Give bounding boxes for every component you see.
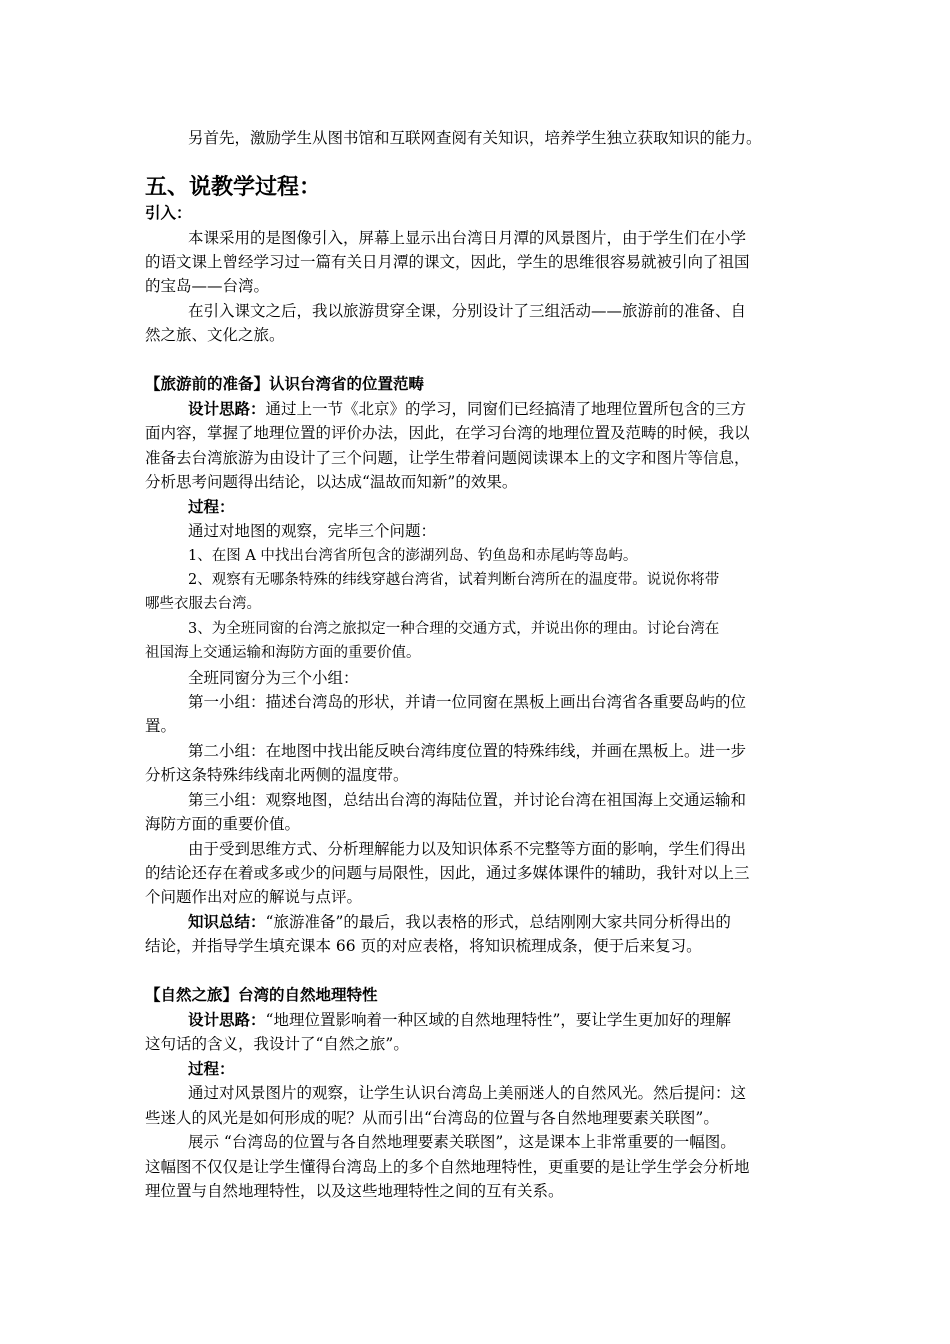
prep-design-line bbox=[188, 399, 746, 419]
nature-design-line: 这句话的含义，我设计了“自然之旅”。 bbox=[145, 1035, 409, 1053]
intro-paragraph-line: 的语文课上曾经学习过一篇有关日月潭的课文，因此，学生的思维很容易就被引向了祖国 bbox=[145, 253, 750, 271]
question-item: 祖国海上交通运输和海防方面的重要价值。 bbox=[145, 645, 421, 661]
intro-paragraph-line: 然之旅、文化之旅。 bbox=[145, 326, 285, 344]
nature-design-text: “地理位置影响着一种区域的自然地理特性”，要让学生更加好的理解 bbox=[265, 1011, 731, 1029]
intro-paragraph-line: 在引入课文之后，我以旅游贯穿全课，分别设计了三组活动——旅游前的准备、自 bbox=[188, 302, 747, 320]
prep-design-text: 通过上一节《北京》的学习，同窗们已经搞清了地理位置所包含的三方 bbox=[265, 400, 747, 418]
prep-design-line: 面内容，掌握了地理位置的评价办法，因此，在学习台湾的地理位置及范畴的时候，我以 bbox=[145, 424, 750, 442]
prep-process-intro: 通过对地图的观察，完毕三个问题： bbox=[188, 522, 437, 540]
group-item: 第一小组：描述台湾岛的形状，并请一位同窗在黑板上画出台湾省各重要岛屿的位 bbox=[188, 693, 747, 711]
intro-tail-paragraph: 另首先，激励学生从图书馆和互联网查阅有关知识，培养学生独立获取知识的能力。 bbox=[188, 129, 762, 147]
group-item: 置。 bbox=[145, 717, 177, 735]
question-item: 3、为全班同窗的台湾之旅拟定一种合理的交通方式，并说出你的理由。讨论台湾在 bbox=[188, 621, 720, 637]
nature-paragraph-line: 理位置与自然地理特性，以及这些地理特性之间的互有关系。 bbox=[145, 1182, 564, 1200]
question-item: 哪些衣服去台湾。 bbox=[145, 596, 261, 612]
prep-section-title: 【旅游前的准备】认识台湾省的位置范畴 bbox=[145, 375, 425, 393]
nature-process-label: 过程： bbox=[188, 1060, 235, 1078]
question-item: 1、在图 A 中找出台湾省所包含的澎湖列岛、钓鱼岛和赤尾屿等岛屿。 bbox=[188, 548, 638, 564]
nature-paragraph-line: 通过对风景图片的观察，让学生认识台湾岛上美丽迷人的自然风光。然后提问：这 bbox=[188, 1084, 747, 1102]
intro-label: 引入： bbox=[145, 204, 192, 222]
prep-summary-line bbox=[188, 912, 731, 932]
nature-section-title: 【自然之旅】台湾的自然地理特性 bbox=[145, 986, 378, 1004]
groups-intro: 全班同窗分为三个小组： bbox=[188, 669, 359, 687]
prep-after-line: 个问题作出对应的解说与点评。 bbox=[145, 888, 363, 906]
question-item: 2、观察有无哪条特殊的纬线穿越台湾省，试着判断台湾所在的温度带。说说你将带 bbox=[188, 572, 720, 588]
prep-design-label: 设计思路： bbox=[188, 400, 266, 418]
group-item: 第二小组：在地图中找出能反映台湾纬度位置的特殊纬线，并画在黑板上。进一步 bbox=[188, 742, 747, 760]
prep-summary-text: “旅游准备”的最后，我以表格的形式，总结刚刚大家共同分析得出的 bbox=[265, 913, 731, 931]
group-item: 分析这条特殊纬线南北两侧的温度带。 bbox=[145, 766, 409, 784]
group-item: 海防方面的重要价值。 bbox=[145, 815, 301, 833]
group-item: 第三小组：观察地图，总结出台湾的海陆位置，并讨论台湾在祖国海上交通运输和 bbox=[188, 791, 747, 809]
nature-paragraph-line: 这幅图不仅仅是让学生懂得台湾岛上的多个自然地理特性，更重要的是让学生学会分析地 bbox=[145, 1158, 750, 1176]
nature-paragraph-line: 些迷人的风光是如何形成的呢？从而引出“台湾岛的位置与各自然地理要素关联图”。 bbox=[145, 1109, 719, 1127]
nature-design-label: 设计思路： bbox=[188, 1011, 266, 1029]
prep-design-line: 准备去台湾旅游为由设计了三个问题，让学生带着问题阅读课本上的文字和图片等信息， bbox=[145, 449, 750, 467]
nature-design-line bbox=[188, 1010, 731, 1030]
prep-design-line: 分析思考问题得出结论，以达成“温故而知新”的效果。 bbox=[145, 473, 518, 491]
prep-process-label: 过程： bbox=[188, 498, 235, 516]
nature-paragraph-line: 展示 “台湾岛的位置与各自然地理要素关联图”，这是课本上非常重要的一幅图。 bbox=[188, 1133, 736, 1151]
prep-after-line: 由于受到思维方式、分析理解能力以及知识体系不完整等方面的影响，学生们得出 bbox=[188, 840, 747, 858]
intro-paragraph-line: 的宝岛——台湾。 bbox=[145, 277, 270, 295]
prep-after-line: 的结论还存在着或多或少的问题与局限性，因此，通过多媒体课件的辅助，我针对以上三 bbox=[145, 864, 750, 882]
prep-summary-label: 知识总结： bbox=[188, 913, 266, 931]
prep-summary-line: 结论，并指导学生填充课本 66 页的对应表格，将知识梳理成条，便于后来复习。 bbox=[145, 937, 702, 955]
section-heading: 五、说教学过程： bbox=[145, 175, 322, 200]
intro-paragraph-line: 本课采用的是图像引入，屏幕上显示出台湾日月潭的风景图片，由于学生们在小学 bbox=[188, 229, 747, 247]
